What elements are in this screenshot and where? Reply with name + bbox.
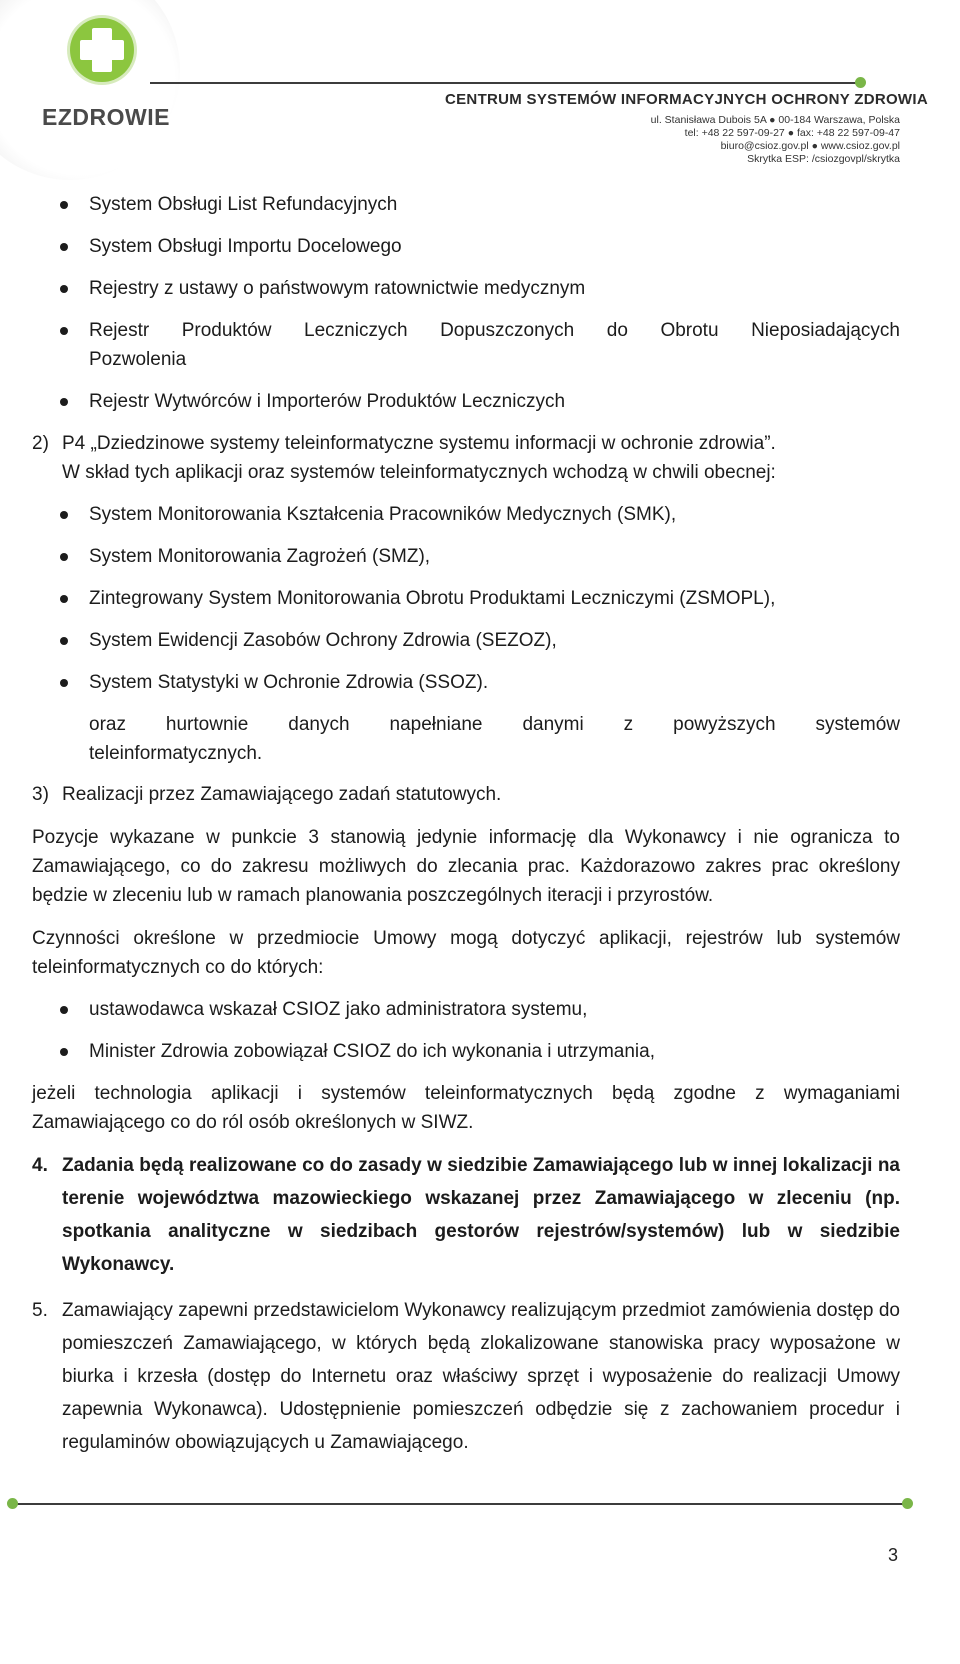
item-3: 3) Realizacji przez Zamawiającego zadań statutowych. xyxy=(32,780,900,809)
logo-text: EZDROWIE xyxy=(42,104,170,130)
list-item: Zintegrowany System Monitorowania Obrotu Produktami Leczniczymi (ZSMOPL), xyxy=(32,584,900,613)
point-number: 5. xyxy=(32,1300,48,1321)
contact-email-web: biuro@csioz.gov.pl ● www.csioz.gov.pl xyxy=(720,140,900,152)
list-item: System Statystyki w Ochronie Zdrowia (SSOZ). xyxy=(32,668,900,697)
bullet-icon xyxy=(60,637,68,645)
point-4: 4. Zadania będą realizowane co do zasady w siedzibie Zamawiającego lub w innej lokalizacji na terenie województwa mazowieckiego wskazanej przez Zamawiającego w zleceniu (np. spotkania analityczne w siedzibach gestorów rejestrów/systemów) lub w siedzibie Wykonawcy. xyxy=(32,1149,900,1281)
item-2-line-1: P4 „Dziedzinowe systemy teleinformatyczne systemu informacji w ochronie zdrowia”. xyxy=(62,433,776,454)
systems-list-b xyxy=(32,500,900,697)
list-item: System Monitorowania Zagrożeń (SMZ), xyxy=(32,542,900,571)
bullet-icon xyxy=(60,679,68,687)
contact-phone: tel: +48 22 597-09-27 ● fax: +48 22 597-09-47 xyxy=(684,127,900,139)
list-item: Rejestr Produktów Leczniczych Dopuszczonych do Obrotu Nieposiadających Pozwolenia xyxy=(32,316,900,374)
contact-address: ul. Stanisława Dubois 5A ● 00-184 Warszawa, Polska xyxy=(650,114,900,126)
item-2 xyxy=(32,429,900,487)
wholesale-note: oraz hurtownie danych napełniane danymi z powyższych systemów teleinformatycznych. xyxy=(89,714,900,764)
bullet-icon xyxy=(60,595,68,603)
list-item: Minister Zdrowia zobowiązał CSIOZ do ich wykonania i utrzymania, xyxy=(32,1037,900,1066)
bullet-icon xyxy=(60,285,68,293)
bullet-icon xyxy=(60,1006,68,1014)
footer-rule-dot-right xyxy=(902,1498,913,1509)
list-item: System Monitorowania Kształcenia Pracowników Medycznych (SMK), xyxy=(32,500,900,529)
logo-cross-icon-bar xyxy=(80,40,124,60)
contact-esp: Skrytka ESP: /csiozgovpl/skrytka xyxy=(747,153,900,165)
list-item: Rejestry z ustawy o państwowym ratownictwie medycznym xyxy=(32,274,900,303)
item-number: 2) xyxy=(32,433,49,454)
bullet-icon xyxy=(60,1048,68,1056)
footer-rule-dot-left xyxy=(7,1498,18,1509)
list-item: ustawodawca wskazał CSIOZ jako administratora systemu, xyxy=(32,995,900,1024)
conditions-list xyxy=(32,995,900,1066)
bullet-icon xyxy=(60,243,68,251)
header-rule xyxy=(150,82,858,84)
list-item: System Obsługi List Refundacyjnych xyxy=(32,190,900,219)
point-5: 5. Zamawiający zapewni przedstawicielom Wykonawcy realizującym przedmiot zamówienia dostęp do pomieszczeń Zamawiającego, w których będą zlokalizowane stanowiska pracy wyposażone w biurka i krzesła (dostęp do Internetu oraz właściwy sprzęt i wyposażenie do realizacji Umowy zapewnia Wykonawca). Udostępnienie pomieszczeń odbędzie się z zachowaniem procedur i regulaminów obowiązujących u Zamawiającego. xyxy=(32,1294,900,1459)
item-2-line-2: W skład tych aplikacji oraz systemów teleinformatycznych wchodzą w chwili obecnej: xyxy=(62,462,776,483)
ezdrowie-logo xyxy=(0,0,175,175)
paragraph-positions: Pozycje wykazane w punkcie 3 stanowią jedynie informację dla Wykonawcy i nie ogranicza to Zamawiającego, co do zakresu możliwych do zlecania prac. Każdorazowo zakres prac określony będzie w zleceniu lub w ramach planowania poszczególnych iteracji i przyrostów. xyxy=(32,827,900,906)
bullet-icon xyxy=(60,201,68,209)
institution-name: CENTRUM SYSTEMÓW INFORMACYJNYCH OCHRONY ZDROWIA xyxy=(445,91,928,108)
systems-list-a xyxy=(32,190,900,416)
list-item: System Ewidencji Zasobów Ochrony Zdrowia (SEZOZ), xyxy=(32,626,900,655)
point-number: 4. xyxy=(32,1155,48,1176)
document-body xyxy=(32,190,900,1472)
footer-rule xyxy=(14,1503,906,1505)
bullet-icon xyxy=(60,327,68,335)
paragraph-activities: Czynności określone w przedmiocie Umowy mogą dotyczyć aplikacji, rejestrów lub systemów teleinformatycznych co do których: xyxy=(32,928,900,978)
bullet-icon xyxy=(60,511,68,519)
page-number: 3 xyxy=(888,1545,899,1565)
header-rule-dot xyxy=(855,77,866,88)
paragraph-conditions: jeżeli technologia aplikacji i systemów teleinformatycznych będą zgodne z wymaganiami Zamawiającego co do ról osób określonych w SIWZ. xyxy=(32,1083,900,1133)
contact-block xyxy=(651,114,900,166)
bullet-icon xyxy=(60,553,68,561)
bullet-icon xyxy=(60,398,68,406)
list-item: System Obsługi Importu Docelowego xyxy=(32,232,900,261)
item-number: 3) xyxy=(32,784,49,805)
list-item: Rejestr Wytwórców i Importerów Produktów Leczniczych xyxy=(32,387,900,416)
